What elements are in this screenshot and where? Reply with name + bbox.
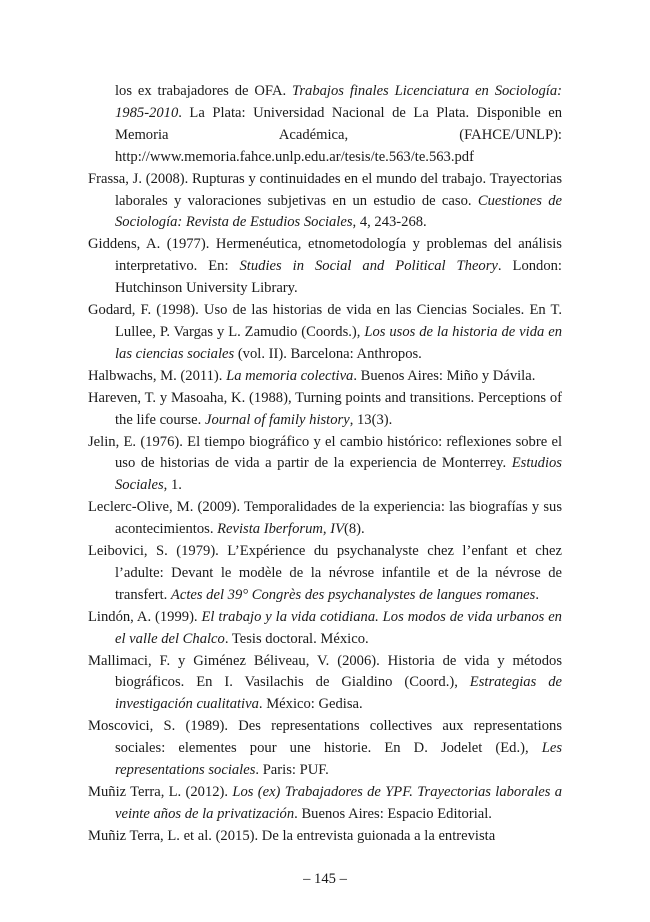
- reference-entry: [88, 388, 562, 432]
- reference-title-italic: Studies in Social and Political Theory: [239, 258, 498, 275]
- reference-text: , 1.: [163, 477, 182, 494]
- reference-text: . México: Gedisa.: [258, 696, 363, 713]
- reference-title-italic: Estudios Sociales: [115, 455, 562, 494]
- reference-title-italic: Revista Iberforum, IV: [217, 521, 344, 538]
- reference-text: Godard, F. (1998). Uso de las historias de vida en las Ciencias Sociales. En T. Lullee, P. Vargas y L. Zamudio (Coords.),: [88, 302, 562, 340]
- reference-title-italic: El trabajo y la vida cotidiana. Los modos de vida urbanos en el valle del Chalco: [115, 608, 562, 647]
- reference-entry: [88, 651, 562, 717]
- reference-title-italic: Los (ex) Trabajadores de YPF. Trayectorias laborales a veinte años de la privatización: [115, 784, 562, 822]
- reference-text: . Buenos Aires: Espacio Editorial.: [294, 805, 492, 822]
- reference-text: , 4, 243-268.: [352, 214, 427, 231]
- reference-entry: [88, 716, 562, 782]
- reference-text: Giddens, A. (1977). Hermenéutica, etnometodología y problemas del análisis interpretativo. En:: [88, 236, 562, 275]
- reference-text: Halbwachs, M. (2011).: [88, 367, 227, 384]
- reference-text: . Tesis doctoral. México.: [224, 630, 369, 647]
- reference-entry: [88, 497, 562, 541]
- reference-text: , 13(3).: [349, 411, 393, 428]
- reference-entry: [88, 81, 562, 169]
- reference-title-italic: Les representations sociales: [115, 740, 562, 779]
- reference-text: Leibovici, S. (1979). L’Expérience du psychanalyste chez l’enfant et chez l’adulte: Devant le modèle de la névrose infantile et de la névrose de transfert.: [88, 543, 562, 603]
- reference-entry: [88, 826, 562, 848]
- reference-text: (8).: [343, 521, 365, 538]
- reference-text: . La Plata: Universidad Nacional de La Plata. Disponible en Memoria Académica, (FAHCE/UNLP): http://www.memoria.fahce.unlp.edu.ar/tesis/te.563/te.563.pdf: [115, 104, 562, 165]
- reference-text: . Buenos Aires: Miño y Dávila.: [353, 367, 536, 384]
- reference-title-italic: Journal of family history: [204, 411, 350, 428]
- reference-text: (vol. II). Barcelona: Anthropos.: [234, 345, 422, 362]
- reference-text: . Paris: PUF.: [255, 762, 329, 779]
- reference-entry: [88, 432, 562, 498]
- bibliography-list: [88, 81, 562, 848]
- reference-text: Jelin, E. (1976). El tiempo biográfico y el cambio histórico: reflexiones sobre el uso de historias de vida a partir de la experiencia de Monterrey.: [88, 433, 562, 472]
- reference-entry: [88, 607, 562, 651]
- reference-entry: [88, 366, 562, 388]
- reference-title-italic: Cuestiones de Sociología: Revista de Estudios Sociales: [115, 192, 562, 231]
- reference-entry: [88, 782, 562, 826]
- reference-entry: [88, 541, 562, 607]
- reference-text: Muñiz Terra, L. et al. (2015). De la entrevista guionada a la entrevista: [88, 827, 496, 844]
- reference-title-italic: Trabajos finales Licenciatura en Sociología: 1985-2010: [115, 83, 562, 121]
- reference-title-italic: Estrategias de investigación cualitativa: [115, 674, 562, 713]
- reference-entry: [88, 169, 562, 235]
- reference-title-italic: La memoria colectiva: [226, 367, 354, 384]
- reference-title-italic: Los usos de la historia de vida en las ciencias sociales: [115, 323, 562, 362]
- reference-title-italic: Actes del 39° Congrès des psychanalystes de langues romanes: [170, 586, 536, 603]
- reference-entry: [88, 300, 562, 366]
- reference-text: Mallimaci, F. y Giménez Béliveau, V. (2006). Historia de vida y métodos biográficos. En I. Vasilachis de Gialdino (Coord.),: [88, 652, 562, 691]
- reference-text: Hareven, T. y Masoaha, K. (1988), Turning points and transitions. Perceptions of the life course.: [88, 389, 562, 428]
- reference-text: los ex trabajadores de OFA.: [115, 83, 293, 99]
- reference-text: Frassa, J. (2008). Rupturas y continuidades en el mundo del trabajo. Trayectorias laborales y valoraciones subjetivas en un estudio de caso.: [88, 170, 562, 209]
- reference-text: . London: Hutchinson University Library.: [115, 258, 562, 297]
- reference-text: Leclerc-Olive, M. (2009). Temporalidades de la experiencia: las biografías y sus acontecimientos.: [88, 499, 562, 538]
- reference-text: .: [535, 586, 539, 603]
- reference-entry: [88, 234, 562, 300]
- page-number: – 145 –: [303, 871, 347, 887]
- reference-text: Moscovici, S. (1989). Des representations collectives aux representations sociales: elementes pour une historie. En D. Jodelet (Ed.),: [88, 718, 562, 757]
- reference-text: Muñiz Terra, L. (2012).: [88, 784, 233, 800]
- reference-text: Lindón, A. (1999).: [88, 608, 202, 625]
